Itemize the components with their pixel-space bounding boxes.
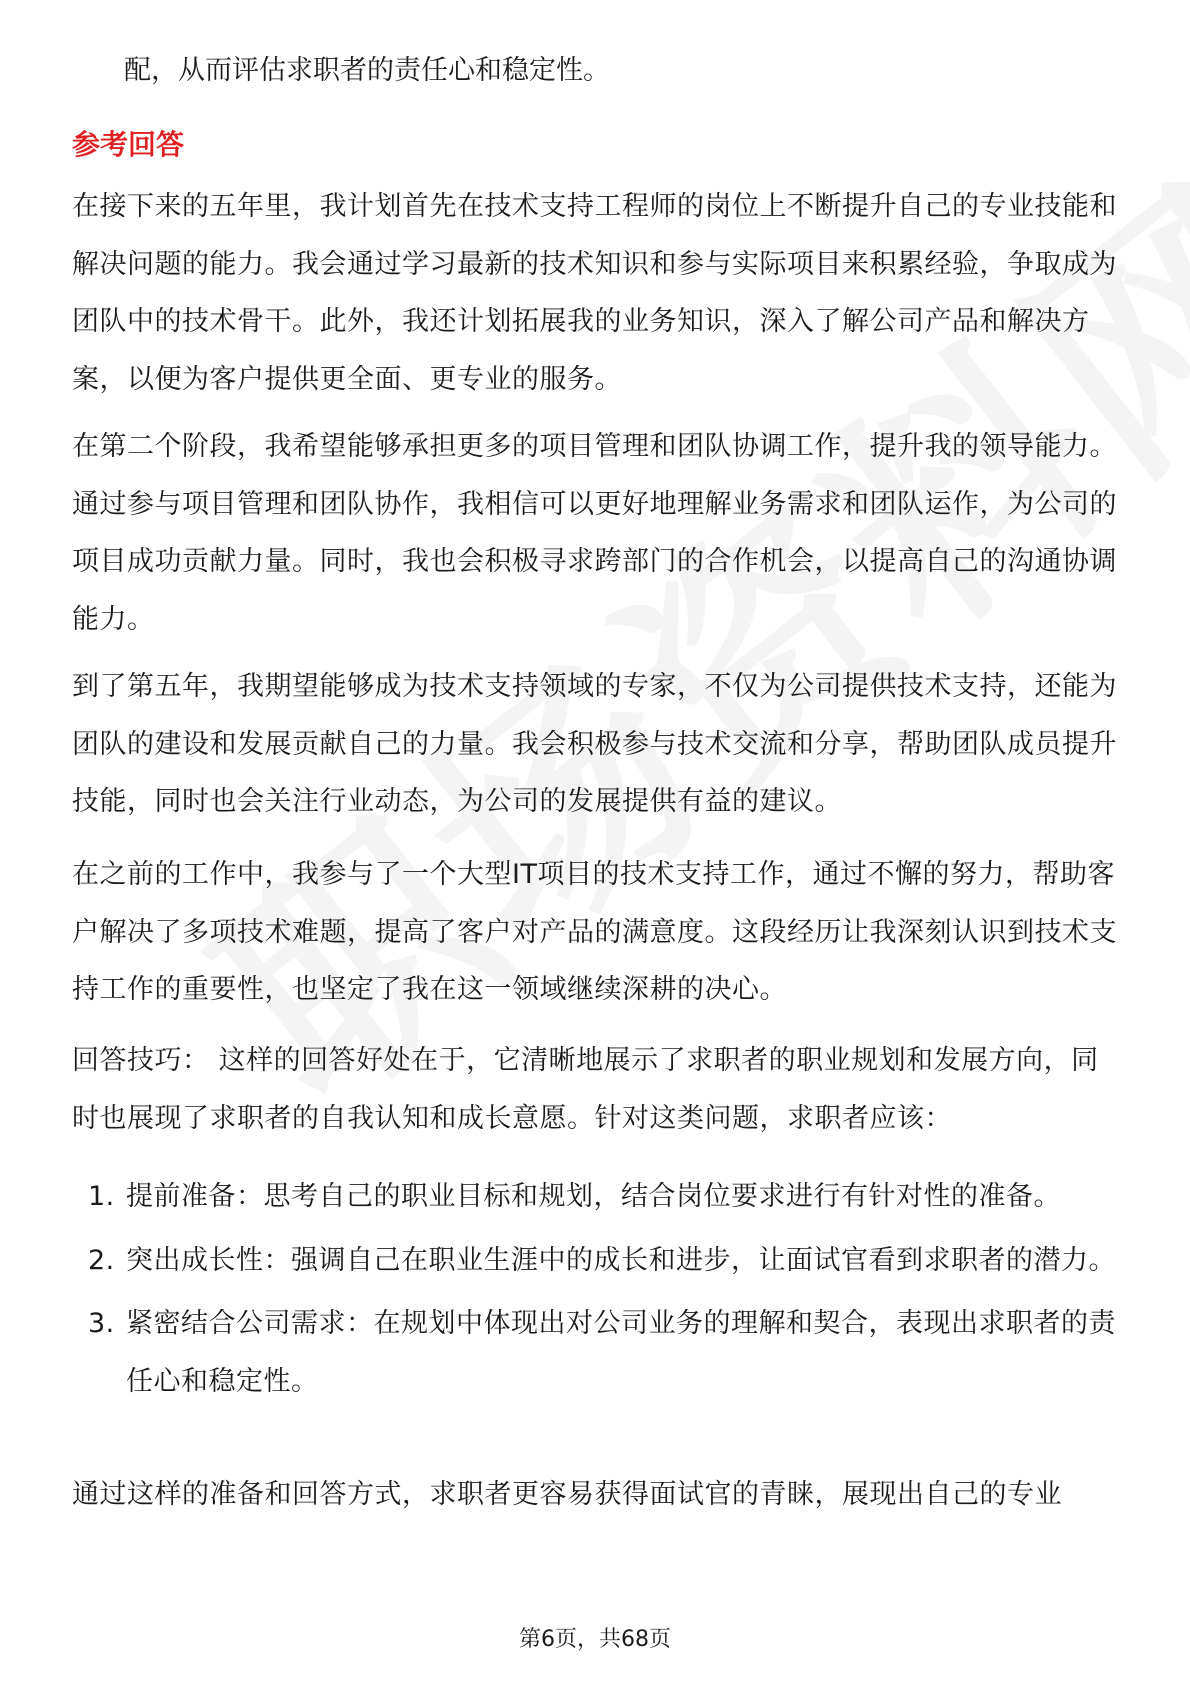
continuation-line: 配，从而评估求职者的责任心和稳定性。 bbox=[124, 55, 610, 86]
list-item bbox=[72, 1232, 1118, 1290]
list-text: 突出成长性：强调自己在职业生涯中的成长和进步，让面试官看到求职者的潜力。 bbox=[126, 1244, 1116, 1276]
paragraph-1 bbox=[72, 178, 1118, 408]
paragraph-text: 通过这样的准备和回答方式，求职者更容易获得面试官的青睐，展现出自己的专业 bbox=[72, 1479, 1062, 1510]
list-number: 2. bbox=[88, 1244, 115, 1276]
list-number: 1. bbox=[88, 1181, 115, 1212]
paragraph-text: 在接下来的五年里，我计划首先在技术支持工程师的岗位上不断提升自己的专业技能和解决问题的能力。我会通过学习最新的技术知识和参与实际项目来积累经验，争取成为团队中的技术骨干。此外，我还计划拓展我的业务知识，深入了解公司产品和解决方案，以便为客户提供更全面、更专业的服务。 bbox=[72, 191, 1117, 395]
paragraph-2 bbox=[72, 418, 1118, 648]
list-number: 3. bbox=[88, 1308, 115, 1339]
tips-list bbox=[72, 1168, 1118, 1416]
paragraph-text: 在之前的工作中，我参与了一个大型IT项目的技术支持工作，通过不懈的努力，帮助客户解决了多项技术难题，提高了客户对产品的满意度。这段经历让我深刻认识到技术支持工作的重要性，也坚定了我在这一领域继续深耕的决心。 bbox=[72, 859, 1117, 1005]
paragraph-4 bbox=[72, 846, 1118, 1019]
list-text: 提前准备：思考自己的职业目标和规划，结合岗位要求进行有针对性的准备。 bbox=[126, 1181, 1061, 1212]
paragraph-5 bbox=[72, 1032, 1118, 1147]
closing-paragraph bbox=[72, 1466, 1118, 1524]
paragraph-text: 回答技巧： 这样的回答好处在于，它清晰地展示了求职者的职业规划和发展方向，同时也展现了求职者的自我认知和成长意愿。针对这类问题，求职者应该： bbox=[72, 1045, 1099, 1134]
list-text: 紧密结合公司需求：在规划中体现出对公司业务的理解和契合，表现出求职者的责任心和稳定性。 bbox=[126, 1308, 1116, 1397]
section-heading: 参考回答 bbox=[72, 128, 185, 161]
list-item bbox=[72, 1168, 1118, 1226]
paragraph-3 bbox=[72, 658, 1118, 831]
paragraph-text: 到了第五年，我期望能够成为技术支持领域的专家，不仅为公司提供技术支持，还能为团队的建设和发展贡献自己的力量。我会积极参与技术交流和分享，帮助团队成员提升技能，同时也会关注行业动态，为公司的发展提供有益的建议。 bbox=[72, 671, 1117, 817]
paragraph-text: 在第二个阶段，我希望能够承担更多的项目管理和团队协调工作，提升我的领导能力。通过参与项目管理和团队协作，我相信可以更好地理解业务需求和团队运作，为公司的项目成功贡献力量。同时，我也会积极寻求跨部门的合作机会，以提高自己的沟通协调能力。 bbox=[72, 431, 1117, 635]
list-item bbox=[72, 1295, 1118, 1410]
page-footer: 第6页，共68页 bbox=[519, 1627, 671, 1652]
